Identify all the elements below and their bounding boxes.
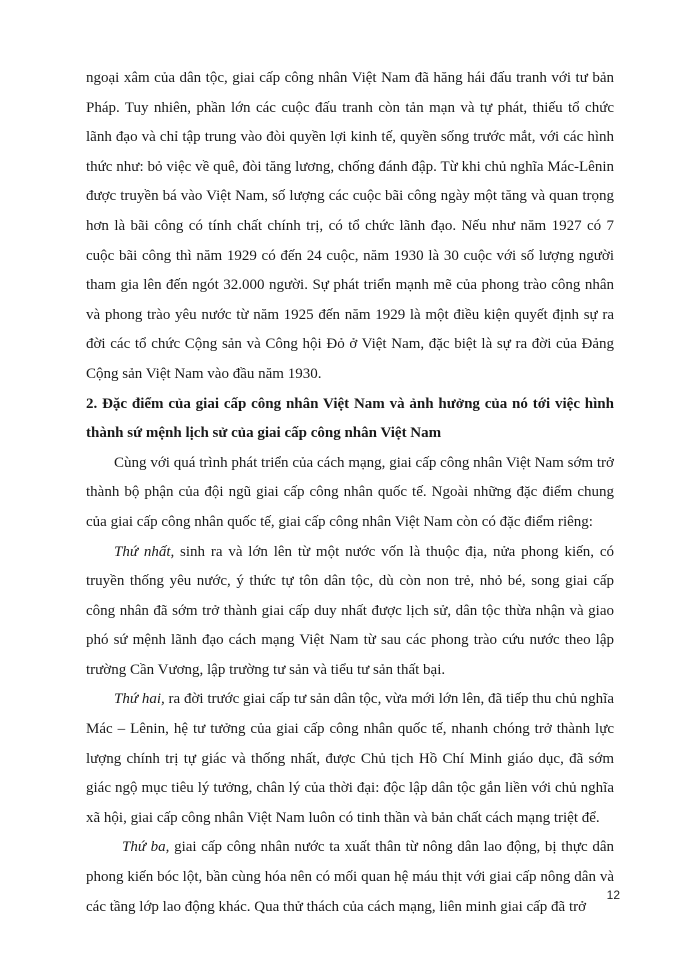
- paragraph-intro: [86, 449, 614, 538]
- paragraph-continued: [86, 64, 614, 390]
- paragraph-text: ngoại xâm của dân tộc, giai cấp công nhân Việt Nam đã hăng hái đấu tranh với tư bản Pháp. Tuy nhiên, phần lớn các cuộc đấu tranh còn tản mạn và tự phát, thiếu tổ chức lãnh đạo và chỉ tập trung vào đòi quyền lợi kinh tế, quyền sống trước mắt, với các hình thức như: bỏ việc về quê, đòi tăng lương, chống đánh đập. Từ khi chủ nghĩa Mác-Lênin được truyền bá vào Việt Nam, số lượng các cuộc bãi công ngày một tăng và quan trọng hơn là bãi công có tính chất chính trị, có tổ chức lãnh đạo. Nếu như năm 1927 có 7 cuộc bãi công thì năm 1929 có đến 24 cuộc, năm 1930 là 30 cuộc với số lượng người tham gia lên đến ngót 32.000 người. Sự phát triển mạnh mẽ của phong trào công nhân và phong trào yêu nước từ năm 1925 đến năm 1929 là một điều kiện quyết định sự ra đời các tổ chức Cộng sản và Công hội Đỏ ở Việt Nam, đặc biệt là sự ra đời của Đảng Cộng sản Việt Nam vào đầu năm 1930.: [86, 70, 614, 382]
- paragraph-lead: Thứ nhất,: [114, 543, 175, 560]
- paragraph-first-point: [86, 538, 614, 686]
- paragraph-text: sinh ra và lớn lên từ một nước vốn là thuộc địa, nửa phong kiến, có truyền thống yêu nước, ý thức tự tôn dân tộc, dù còn non trẻ, nhỏ bé, song giai cấp công nhân đã sớm trở thành giai cấp duy nhất được lịch sử, dân tộc thừa nhận và giao phó sứ mệnh lãnh đạo cách mạng Việt Nam từ sau các phong trào cứu nước theo lập trường Cần Vương, lập trường tư sản và tiểu tư sản thất bại.: [86, 543, 614, 678]
- paragraph-text: Cùng với quá trình phát triển của cách mạng, giai cấp công nhân Việt Nam sớm trở thành bộ phận của đội ngũ giai cấp công nhân quốc tế. Ngoài những đặc điểm chung của giai cấp công nhân quốc tế, giai cấp công nhân Việt Nam còn có đặc điểm riêng:: [86, 454, 614, 530]
- document-page: [86, 64, 614, 922]
- paragraph-second-point: [86, 685, 614, 833]
- paragraph-lead: Thứ ba,: [122, 839, 170, 856]
- paragraph-lead: Thứ hai,: [114, 691, 165, 708]
- paragraph-text: ra đời trước giai cấp tư sản dân tộc, vừa mới lớn lên, đã tiếp thu chủ nghĩa Mác – Lênin, hệ tư tưởng của giai cấp công nhân quốc tế, nhanh chóng trở thành lực lượng chính trị tự giác và thống nhất, được Chủ tịch Hồ Chí Minh giáo dục, đã sớm giác ngộ mục tiêu lý tưởng, chân lý của thời đại: độc lập dân tộc gắn liền với chủ nghĩa xã hội, giai cấp công nhân Việt Nam luôn có tinh thần và bản chất cách mạng triệt để.: [86, 691, 614, 826]
- paragraph-third-point: [86, 833, 614, 922]
- paragraph-text: giai cấp công nhân nước ta xuất thân từ nông dân lao động, bị thực dân phong kiến bóc lột, bần cùng hóa nên có mối quan hệ máu thịt với giai cấp nông dân và các tầng lớp lao động khác. Qua thử thách của cách mạng, liên minh giai cấp đã trở: [86, 839, 614, 915]
- section-heading: 2. Đặc điểm của giai cấp công nhân Việt Nam và ảnh hưởng của nó tới việc hình thành sứ mệnh lịch sử của giai cấp công nhân Việt Nam: [86, 395, 614, 442]
- page-number: 12: [606, 888, 620, 902]
